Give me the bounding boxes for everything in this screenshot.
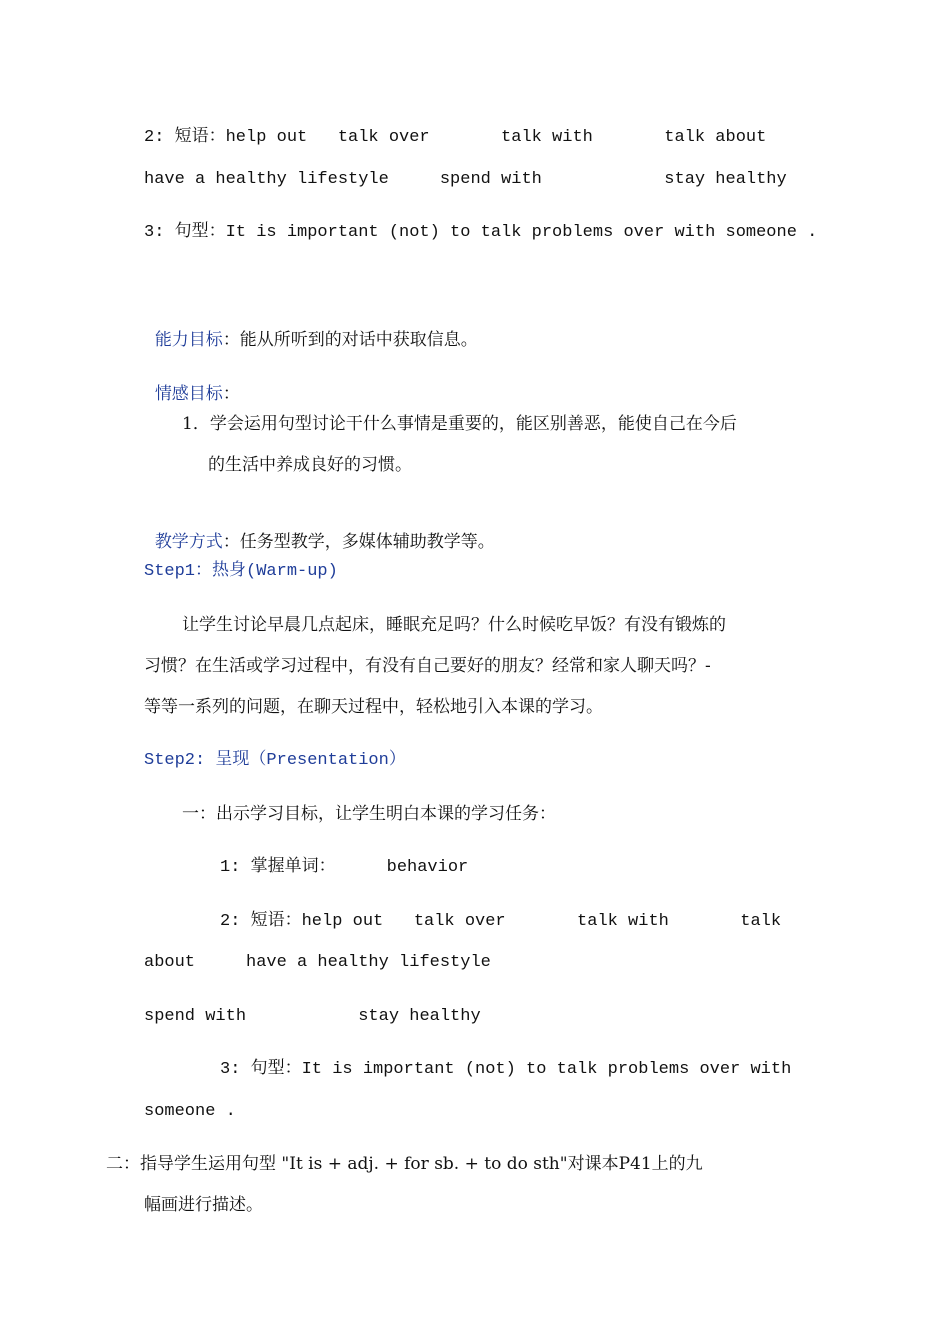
step2-phrases-line-2: about have a healthy lifestyle [144,953,491,972]
emotion-goal [144,358,240,406]
step2-part-1: 一：出示学习目标，让学生明白本课的学习任务： [182,804,556,824]
emotion-goal-colon: ： [222,384,240,404]
teaching-method [144,506,495,554]
step2-pattern-line-1: 3: 句型：It is important (not) to talk problems over with [220,1060,792,1079]
step2-heading: Step2: 呈现（Presentation） [144,751,406,770]
ability-goal-heading: 能力目标 [154,330,223,350]
emotion-item-1-line-1: 1．学会运用句型讨论干什么事情是重要的，能区别善恶，能使自己在今后 [182,414,737,434]
teaching-method-heading: 教学方式 [154,532,223,552]
ability-goal [144,304,478,352]
step2-phrases-line-3: spend with stay healthy [144,1007,481,1026]
step1-heading: Step1：热身(Warm-up) [144,562,338,581]
step1-paragraph-line-3: 等等一系列的问题，在聊天过程中，轻松地引入本课的学习。 [144,697,603,717]
emotion-goal-heading: 情感目标 [154,384,223,404]
step2-part-2-line-2: 幅画进行描述。 [144,1195,263,1215]
step1-paragraph-line-1: 让学生讨论早晨几点起床，睡眠充足吗？什么时候吃早饭？有没有锻炼的 [182,615,726,635]
top-phrases-line-2: have a healthy lifestyle spend with stay healthy [144,170,787,189]
top-pattern-line: 3: 句型：It is important (not) to talk problems over with someone . [144,223,818,242]
ability-goal-text: ：能从所听到的对话中获取信息。 [222,330,478,350]
teaching-method-text: ：任务型教学，多媒体辅助教学等。 [222,532,495,552]
step2-pattern-line-2: someone . [144,1102,236,1121]
step2-words-line: 1: 掌握单词： behavior [220,858,469,877]
step2-phrases-line-1: 2: 短语：help out talk over talk with talk [220,912,782,931]
step1-paragraph-line-2: 习惯？在生活或学习过程中，有没有自己要好的朋友？经常和家人聊天吗？- [144,656,711,676]
top-phrases-line-1: 2: 短语：help out talk over talk with talk about [144,128,767,147]
emotion-item-1-line-2: 的生活中养成良好的习惯。 [208,455,412,475]
step2-part-2-line-1: 二：指导学生运用句型 "It is + adj. + for sb. + to do sth"对课本P41上的九 [106,1154,703,1174]
